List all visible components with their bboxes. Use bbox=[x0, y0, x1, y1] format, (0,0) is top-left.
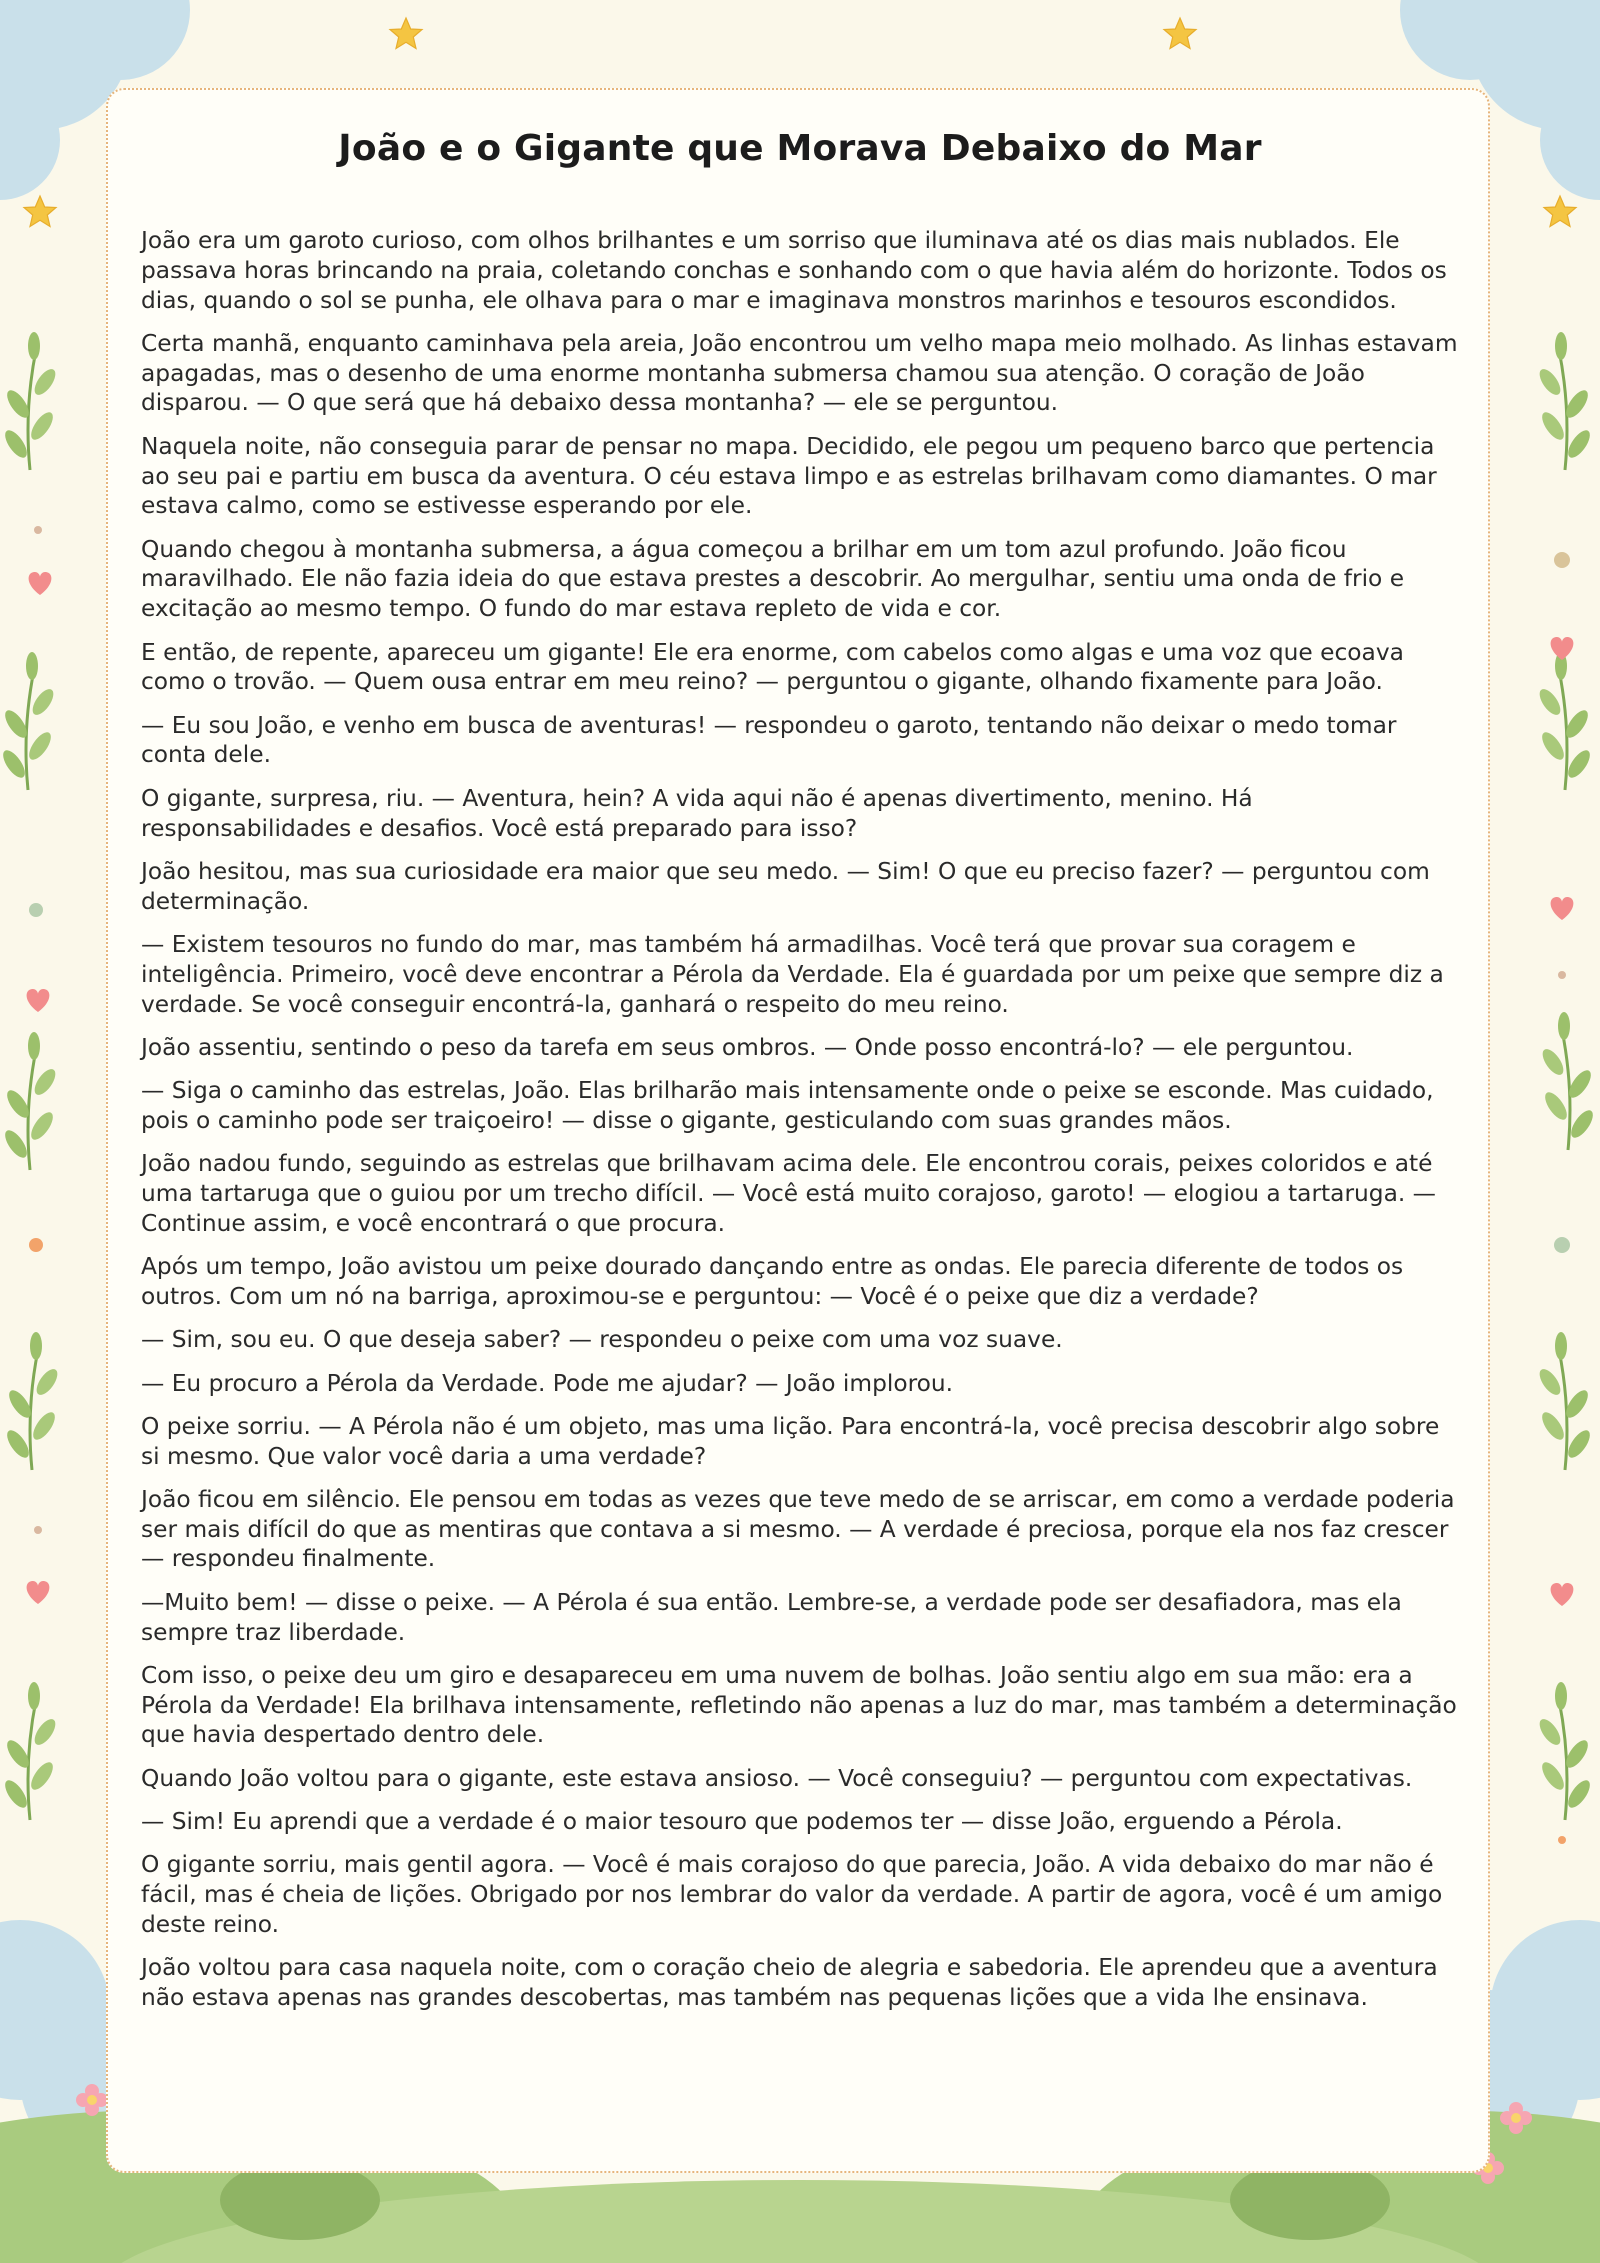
star-icon bbox=[24, 196, 56, 227]
heart-icon bbox=[27, 989, 50, 1012]
star-icon bbox=[390, 18, 422, 49]
paragraph: Certa manhã, enquanto caminhava pela areia, João encontrou um velho mapa meio molhado. As linhas estavam apagadas, mas o desenho de uma enorme montanha submersa chamou sua atenção. O coração de João disparou. — O que será que há debaixo dessa montanha? — ele se perguntou. bbox=[141, 329, 1458, 417]
paragraph: Após um tempo, João avistou um peixe dourado dançando entre as ondas. Ele parecia diferente de todos os outros. Com um nó na barriga, aproximou-se e perguntou: — Você é o peixe que diz a verdade? bbox=[141, 1253, 1404, 1310]
paragraph: O gigante, surpresa, riu. — Aventura, hein? A vida aqui não é apenas divertimento, menino. Há responsabilidades e desafios. Você está preparado para isso? bbox=[141, 784, 1253, 842]
paragraph: Quando chegou à montanha submersa, a água começou a brilhar em um tom azul profundo. João ficou maravilhado. Ele não fazia ideia do que estava prestes a descobrir. Ao mergulhar, sentiu uma onda de frio e excitação ao mesmo tempo. O fundo do mar estava repleto de vida e cor. bbox=[141, 535, 1405, 623]
heart-icon bbox=[29, 572, 52, 595]
heart-icon bbox=[1551, 1583, 1574, 1606]
paragraph: João voltou para casa naquela noite, com o coração cheio de alegria e sabedoria. Ele aprendeu que a aventura não estava apenas nas grandes descobertas, mas também nas pequenas lições que a vida lhe ensinava. bbox=[141, 1954, 1438, 2012]
paragraph: — Sim! Eu aprendi que a verdade é o maior tesouro que podemos ter — disse João, erguendo a Pérola. bbox=[141, 1808, 1343, 1836]
paragraph: O peixe sorriu. — A Pérola não é um objeto, mas uma lição. Para encontrá-la, você precisa descobrir algo sobre si mesmo. Que valor você daria a uma verdade? bbox=[141, 1412, 1440, 1470]
paragraph: Com isso, o peixe deu um giro e desapareceu em uma nuvem de bolhas. João sentiu algo em sua mão: era a Pérola da Verdade! Ela brilhava intensamente, refletindo não apenas a luz do mar, mas também a determinação que havia despertado dentro dele. bbox=[141, 1661, 1457, 1749]
paragraph: — Eu procuro a Pérola da Verdade. Pode me ajudar? — João implorou. bbox=[141, 1369, 954, 1397]
leaf-branch bbox=[1536, 1332, 1594, 1470]
heart-icon bbox=[1551, 637, 1574, 660]
leaf-branch bbox=[3, 1332, 61, 1470]
paragraph: Naquela noite, não conseguia parar de pensar no mapa. Decidido, ele pegou um pequeno barco que pertencia ao seu pai e partiu em busca da aventura. O céu estava limpo e as estrelas brilhavam como diamantes. O mar estava calmo, como se estivesse esperando por ele. bbox=[141, 432, 1437, 520]
story-title: João e o Gigante que Morava Debaixo do Mar bbox=[338, 128, 1262, 169]
leaf-branch bbox=[1, 1682, 59, 1820]
leaf-branch bbox=[1536, 652, 1594, 790]
paragraph: João nadou fundo, seguindo as estrelas que brilhavam acima dele. Ele encontrou corais, peixes coloridos e até uma tartaruga que o guiou por um trecho difícil. — Você está muito corajoso, garoto! — elogiou a tartaruga. — Continue assim, e você encontrará o que procura. bbox=[141, 1150, 1436, 1237]
heart-icon bbox=[27, 1581, 50, 1604]
paragraph: João era um garoto curioso, com olhos brilhantes e um sorriso que iluminava até os dias mais nublados. Ele passava horas brincando na praia, coletando conchas e sonhando com o que havia além do horizonte. Todos os dias, quando o sol se punha, ele olhava para o mar e imaginava monstros marinhos e tesouros escondidos. bbox=[141, 227, 1447, 314]
story-text bbox=[141, 226, 1461, 2026]
paragraph: João assentiu, sentindo o peso da tarefa em seus ombros. — Onde posso encontrá-lo? — ele perguntou. bbox=[141, 1033, 1354, 1061]
leaf-branch bbox=[1536, 1682, 1594, 1820]
paragraph: Quando João voltou para o gigante, este estava ansioso. — Você conseguiu? — perguntou com expectativas. bbox=[141, 1764, 1413, 1792]
leaf-branch bbox=[0, 652, 57, 790]
leaf-branch bbox=[1536, 332, 1594, 470]
heart-icon bbox=[1551, 897, 1574, 920]
leaf-branch bbox=[1, 332, 59, 470]
leaf-branch bbox=[1539, 1012, 1597, 1150]
paragraph: E então, de repente, apareceu um gigante! Ele era enorme, com cabelos como algas e uma voz que ecoava como o trovão. — Quem ousa entrar em meu reino? — perguntou o gigante, olhando fixamente para João. bbox=[141, 638, 1404, 696]
paragraph: João ficou em silêncio. Ele pensou em todas as vezes que teve medo de se arriscar, em como a verdade poderia ser mais difícil do que as mentiras que contava a si mesmo. — A verdade é preciosa, porque ela nos faz crescer — respondeu finalmente. bbox=[141, 1485, 1455, 1573]
paragraph: O gigante sorriu, mais gentil agora. — Você é mais corajoso do que parecia, João. A vida debaixo do mar não é fácil, mas é cheia de lições. Obrigado por nos lembrar do valor da verdade. A partir de agora, você é um amigo deste reino. bbox=[141, 1851, 1443, 1938]
paragraph: —Muito bem! — disse o peixe. — A Pérola é sua então. Lembre-se, a verdade pode ser desafiadora, mas ela sempre traz liberdade. bbox=[141, 1588, 1402, 1646]
leaf-branch bbox=[1, 1032, 59, 1170]
paragraph: — Siga o caminho das estrelas, João. Elas brilharão mais intensamente onde o peixe se esconde. Mas cuidado, pois o caminho pode ser traiçoeiro! — disse o gigante, gesticulando com suas grandes mãos. bbox=[141, 1077, 1434, 1134]
paragraph: — Eu sou João, e venho em busca de aventuras! — respondeu o garoto, tentando não deixar o medo tomar conta dele. bbox=[141, 711, 1397, 769]
paragraph: João hesitou, mas sua curiosidade era maior que seu medo. — Sim! O que eu preciso fazer? — perguntou com determinação. bbox=[141, 857, 1430, 915]
star-icon bbox=[1544, 196, 1576, 227]
paragraph: — Existem tesouros no fundo do mar, mas também há armadilhas. Você terá que provar sua coragem e inteligência. Primeiro, você deve encontrar a Pérola da Verdade. Ela é guardada por um peixe que sempre diz a verdade. Se você conseguir encontrá-la, ganhará o respeito do meu reino. bbox=[141, 930, 1444, 1018]
star-icon bbox=[1164, 18, 1196, 49]
paragraph: — Sim, sou eu. O que deseja saber? — respondeu o peixe com uma voz suave. bbox=[141, 1326, 1063, 1354]
